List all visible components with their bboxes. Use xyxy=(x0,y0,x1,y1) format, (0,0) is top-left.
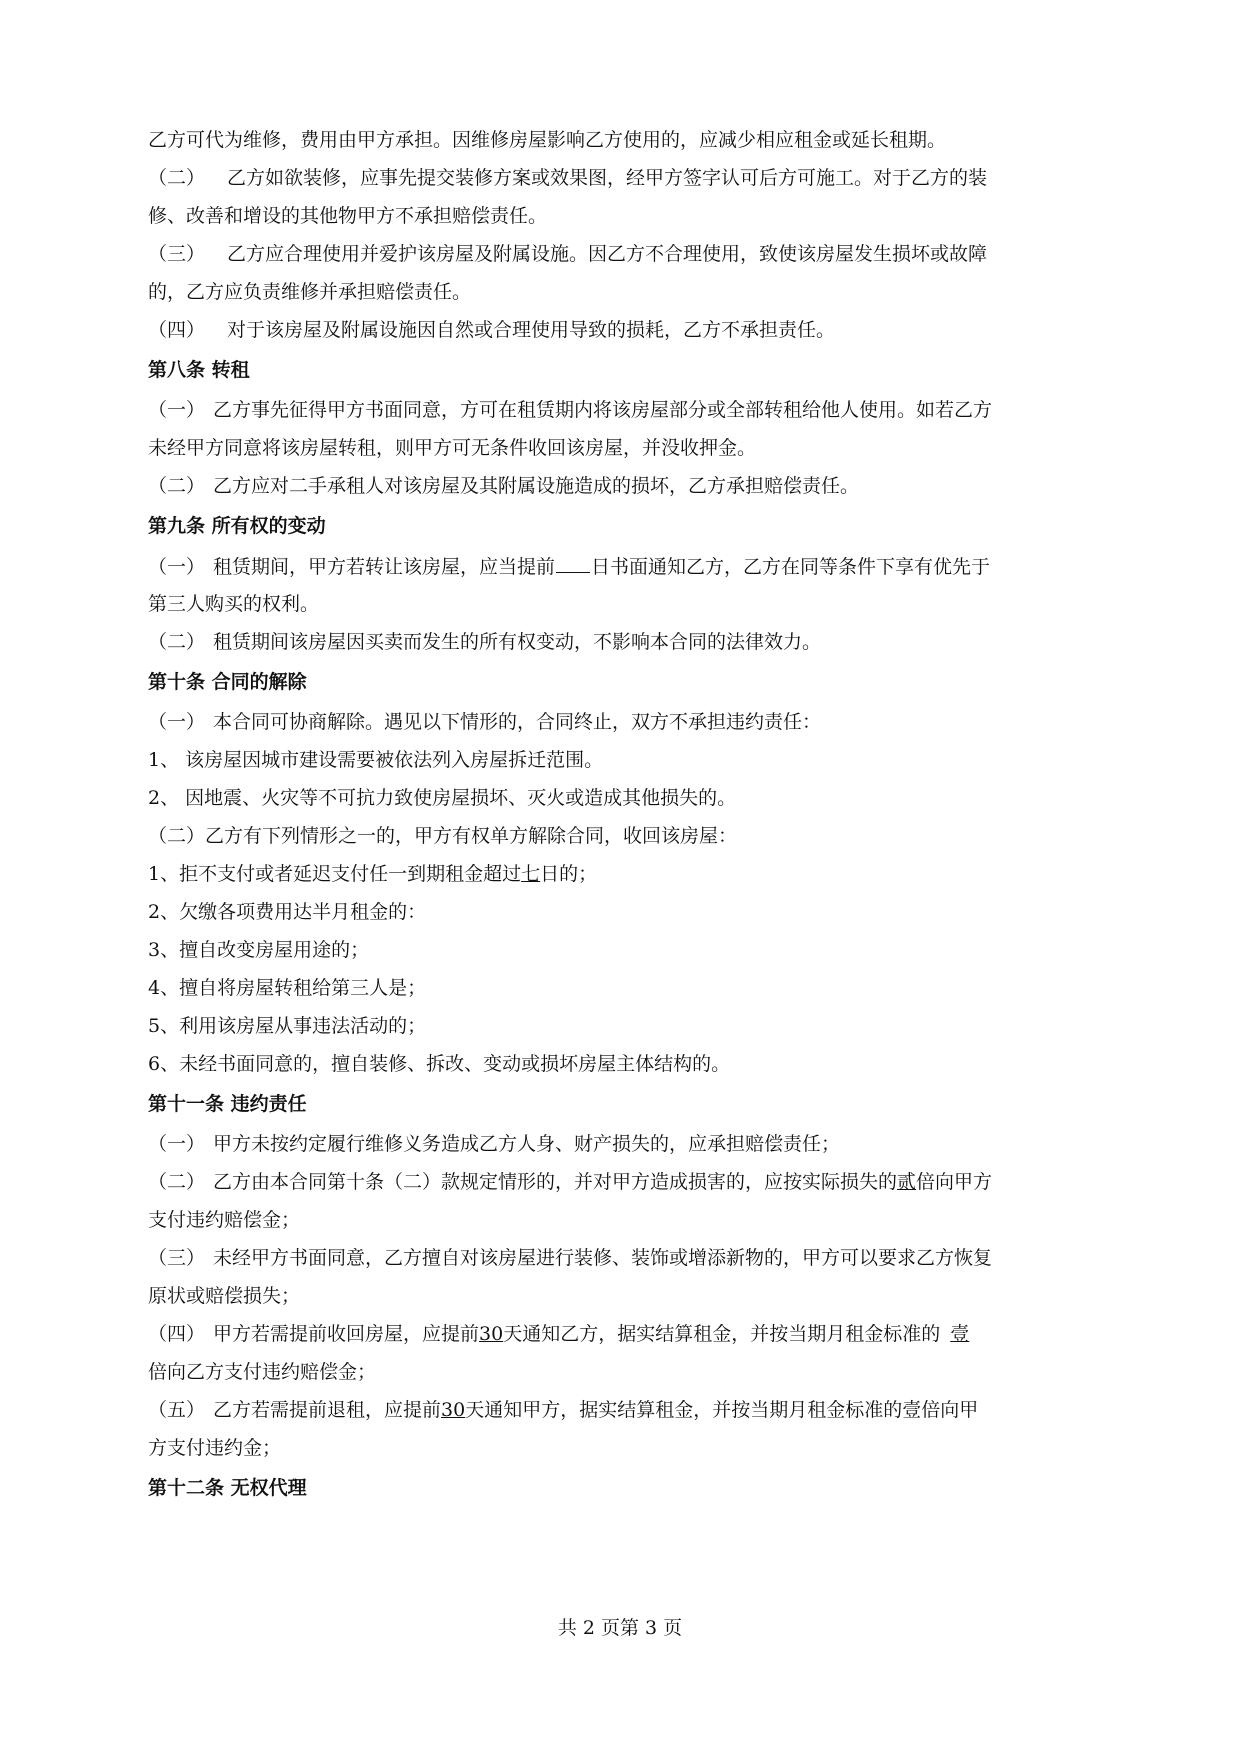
paragraph-line xyxy=(148,1358,1118,1386)
line-text: 第三人购买的权利。 xyxy=(148,593,320,615)
clause-marker: （二） xyxy=(148,1171,206,1193)
article-heading: 第十一条 违约责任 xyxy=(148,1093,307,1115)
clause-marker: （一） xyxy=(148,556,206,578)
clause-marker: （二） xyxy=(148,631,206,653)
clause-line xyxy=(148,1320,1118,1348)
paragraph-line xyxy=(148,1282,1118,1310)
line-text: 乙方可代为维修，费用由甲方承担。因维修房屋影响乙方使用的，应减少相应租金或延长租期。 xyxy=(148,129,947,151)
line-text: 1、拒不支付或者延迟支付任一到期租金超过 xyxy=(148,863,522,885)
article-heading: 第八条 转租 xyxy=(148,359,250,381)
clause-line xyxy=(148,708,1118,736)
line-text: 乙方应对二手承租人对该房屋及其附属设施造成的损坏，乙方承担赔偿责任。 xyxy=(213,475,860,497)
clause-line xyxy=(148,1396,1118,1424)
clause-line xyxy=(148,164,1118,192)
line-text: 未经甲方书面同意，乙方擅自对该房屋进行装修、装饰或增添新物的，甲方可以要求乙方恢复 xyxy=(213,1247,993,1269)
paragraph-line xyxy=(148,434,1118,462)
line-text: 修、改善和增设的其他物甲方不承担赔偿责任。 xyxy=(148,205,548,227)
line-text: 本合同可协商解除。遇见以下情形的，合同终止，双方不承担违约责任： xyxy=(213,711,822,733)
line-text: 方支付违约金； xyxy=(148,1437,282,1459)
line-text: 租赁期间，甲方若转让该房屋，应当提前 xyxy=(213,556,556,578)
clause-line xyxy=(148,472,1118,500)
underlined-value: 贰 xyxy=(897,1171,917,1193)
underlined-value: 七 xyxy=(521,863,541,885)
paragraph-line xyxy=(148,202,1118,230)
line-text: 日书面通知乙方，乙方在同等条件下享有优先于 xyxy=(591,556,991,578)
clause-marker: （一） xyxy=(148,711,206,733)
article-heading: 第九条 所有权的变动 xyxy=(148,515,326,537)
line-text: 天通知甲方，据实结算租金，并按当期月租金标准的壹倍向甲 xyxy=(465,1399,979,1421)
clause-marker: （五） xyxy=(148,1399,206,1421)
list-item: 4、擅自将房屋转租给第三人是； xyxy=(148,977,427,999)
line-text: 乙方若需提前退租，应提前 xyxy=(213,1399,442,1421)
clause-marker: （三） xyxy=(148,243,206,265)
clause-line: （二）乙方有下列情形之一的，甲方有权单方解除合同，收回该房屋： xyxy=(148,825,738,847)
list-item xyxy=(148,860,1118,888)
list-item: 3、擅自改变房屋用途的； xyxy=(148,939,370,961)
page-footer: 共 2 页第 3 页 xyxy=(557,1617,683,1639)
paragraph-line xyxy=(148,278,1118,306)
line-text: 倍向乙方支付违约赔偿金； xyxy=(148,1361,377,1383)
list-item: 5、利用该房屋从事违法活动的； xyxy=(148,1015,427,1037)
underlined-value: 壹 xyxy=(950,1323,970,1345)
line-text: 甲方未按约定履行维修义务造成乙方人身、财产损失的，应承担赔偿责任； xyxy=(213,1133,841,1155)
line-text: 乙方如欲装修，应事先提交装修方案或效果图，经甲方签字认可后方可施工。对于乙方的装 xyxy=(227,167,988,189)
clause-marker: （四） xyxy=(148,319,206,341)
paragraph-line xyxy=(148,126,1118,154)
clause-line xyxy=(148,1168,1118,1196)
clause-line xyxy=(148,1130,1118,1158)
article-heading: 第十条 合同的解除 xyxy=(148,671,307,693)
paragraph-line xyxy=(148,1434,1118,1462)
list-item: 2、欠缴各项费用达半月租金的： xyxy=(148,901,427,923)
paragraph-line xyxy=(148,590,1118,618)
line-text: 甲方若需提前收回房屋，应提前 xyxy=(213,1323,480,1345)
clause-marker: （四） xyxy=(148,1323,206,1345)
line-text: 乙方应合理使用并爱护该房屋及附属设施。因乙方不合理使用，致使该房屋发生损坏或故障 xyxy=(227,243,988,265)
line-text: 未经甲方同意将该房屋转租，则甲方可无条件收回该房屋，并没收押金。 xyxy=(148,437,757,459)
clause-line xyxy=(148,552,1118,581)
clause-marker: （二） xyxy=(148,167,206,189)
clause-line xyxy=(148,1244,1118,1272)
line-text: 支付违约赔偿金； xyxy=(148,1209,301,1231)
clause-line xyxy=(148,628,1118,656)
clause-marker: （二） xyxy=(148,475,206,497)
clause-marker: （一） xyxy=(148,399,206,421)
line-text: 乙方事先征得甲方书面同意，方可在租赁期内将该房屋部分或全部转租给他人使用。如若乙方 xyxy=(213,399,993,421)
clause-line xyxy=(148,316,1118,344)
underlined-value: 30 xyxy=(479,1323,504,1345)
blank-field xyxy=(556,552,590,573)
clause-line xyxy=(148,240,1118,268)
line-text: 倍向甲方 xyxy=(916,1171,993,1193)
line-text: 对于该房屋及附属设施因自然或合理使用导致的损耗，乙方不承担责任。 xyxy=(227,319,836,341)
clause-line xyxy=(148,396,1118,424)
article-heading: 第十二条 无权代理 xyxy=(148,1477,307,1499)
line-text: 的，乙方应负责维修并承担赔偿责任。 xyxy=(148,281,472,303)
line-text: 原状或赔偿损失； xyxy=(148,1285,301,1307)
paragraph-line xyxy=(148,1206,1118,1234)
line-text: 租赁期间该房屋因买卖而发生的所有权变动，不影响本合同的法律效力。 xyxy=(213,631,822,653)
clause-marker: （一） xyxy=(148,1133,206,1155)
underlined-value: 30 xyxy=(441,1399,466,1421)
list-item: 2、 因地震、火灾等不可抗力致使房屋损坏、灭火或造成其他损失的。 xyxy=(148,787,737,809)
list-item: 6、未经书面同意的，擅自装修、拆改、变动或损坏房屋主体结构的。 xyxy=(148,1053,731,1075)
line-text: 日的； xyxy=(540,863,598,885)
list-item: 1、 该房屋因城市建设需要被依法列入房屋拆迁范围。 xyxy=(148,749,604,771)
clause-marker: （三） xyxy=(148,1247,206,1269)
line-text: 乙方由本合同第十条（二）款规定情形的，并对甲方造成损害的，应按实际损失的 xyxy=(213,1171,898,1193)
line-text: 天通知乙方，据实结算租金，并按当期月租金标准的 xyxy=(503,1323,941,1345)
